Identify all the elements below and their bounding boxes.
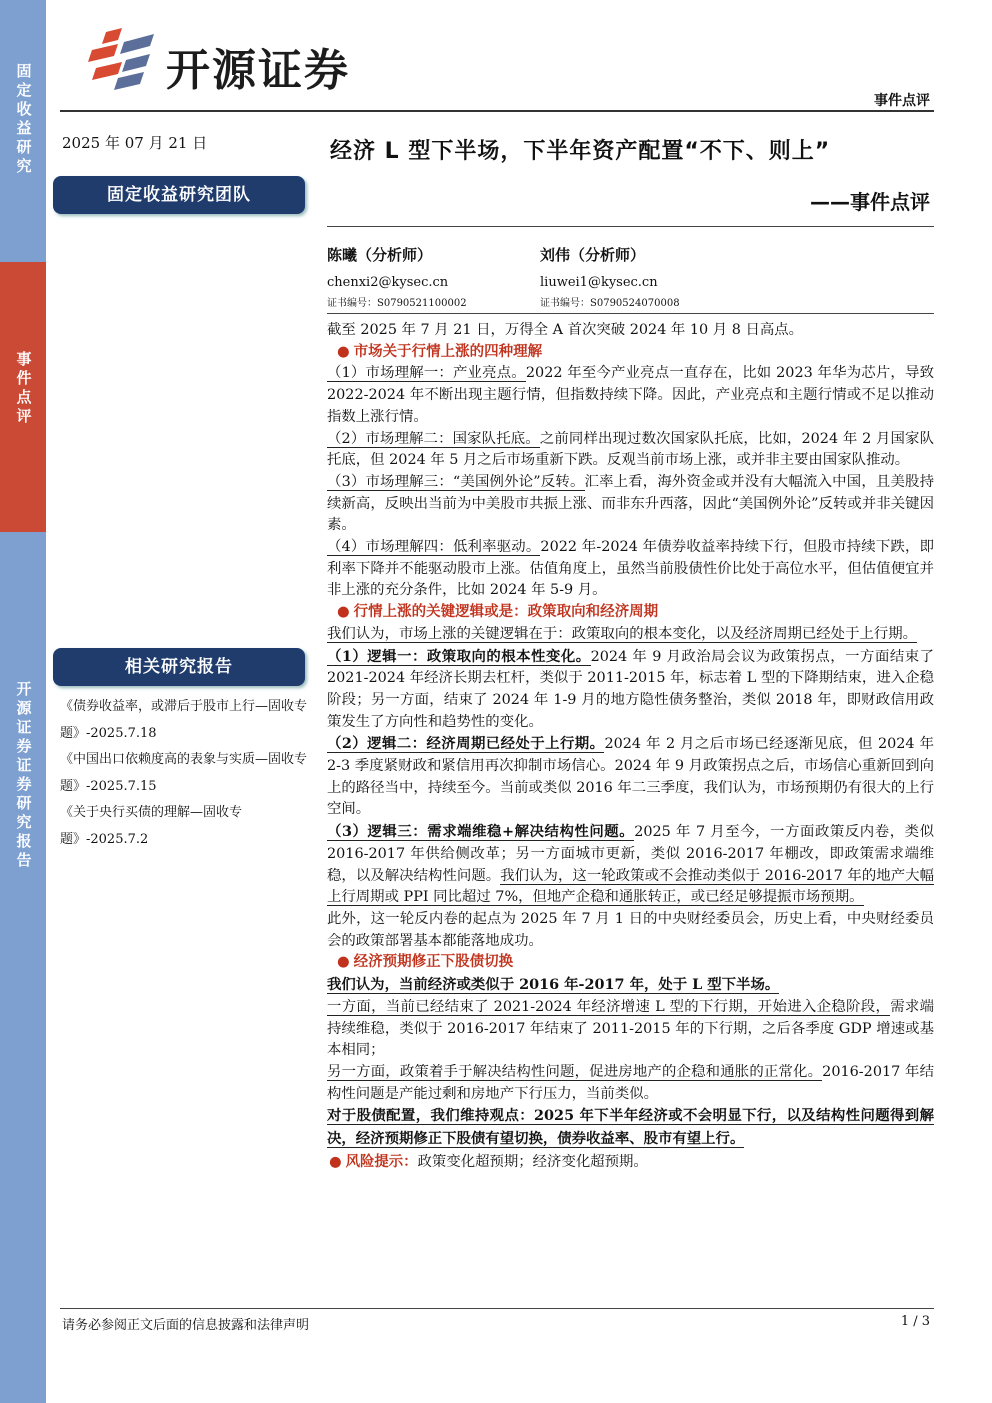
analyst-name: 刘伟（分析师）	[540, 246, 646, 264]
report-body	[327, 320, 934, 1173]
bullet-icon: ●	[337, 604, 350, 621]
brand-name: 开源证券	[166, 45, 350, 96]
title-divider	[327, 226, 934, 227]
team-box: 固定收益研究团队	[53, 176, 305, 214]
report-title: 经济 L 型下半场，下半年资产配置“不下、则上”	[330, 139, 831, 164]
body-paragraph: 一方面，当前已经结束了 2021-2024 年经济增速 L 型的下行期，开始进入企稳阶段，需求端持续维稳，类似于 2016-2017 年结束了 2011-2015 年的下行期，之后各季度 GDP 增速或基本相同；	[327, 998, 934, 1059]
related-report-item[interactable]: 《中国出口依赖度高的表象与实质—固收专题》-2025.7.15	[60, 752, 308, 794]
footer-disclaimer: 请务必参阅正文后面的信息披露和法律声明	[62, 1318, 310, 1333]
risk-paragraph: ● 风险提示：政策变化超预期；经济变化超预期。	[329, 1152, 648, 1170]
sidebar-middle-band	[0, 262, 46, 532]
intro-paragraph: 截至 2025 年 7 月 21 日，万得全 A 首次突破 2024 年 10 月 8 日高点。	[327, 322, 804, 338]
sidebar-top-label: 固定收益研究	[16, 62, 32, 175]
body-paragraph: 对于股债配置，我们维持观点：2025 年下半年经济或不会明显下行，以及结构性问题得到解决，经济预期修正下股债有望切换，债券收益率、股市有望上行。	[327, 1107, 934, 1148]
report-subtitle: ——事件点评	[810, 190, 930, 214]
body-paragraph: （3）逻辑三：需求端维稳+解决结构性问题。2025 年 7 月至今，一方面政策反内卷，类似 2016-2017 年供给侧改革；另一方面城市更新，类似 2016-2017 年棚改，即政策需求端维稳，以及解决结构性问题。我们认为，这一轮政策或不会推动类似于 2016-2017 年的地产大幅上行周期或 PPI 同比超过 7%，但地产企稳和通胀转正，或已经足够提振市场预期。	[327, 823, 934, 906]
analyst-divider	[327, 313, 934, 314]
bullet-icon: ●	[329, 1153, 342, 1170]
related-reports-list	[60, 694, 310, 853]
brand-logo-icon	[88, 28, 158, 94]
sidebar-bottom-label: 开源证券 证券研究报告	[16, 680, 32, 869]
body-paragraph: （4）市场理解四：低利率驱动。2022 年-2024 年债券收益率持续下行，但股市持续下跌，即利率下降并不能驱动股市上涨。估值角度上，虽然当前股债性价比处于高位水平，但估值便宜并非上涨的充分条件，比如 2024 年 5-9 月。	[327, 539, 934, 599]
body-paragraph: （1）市场理解一：产业亮点。2022 年至今产业亮点一直存在，比如 2023 年华为芯片，导致 2022-2024 年不断出现主题行情，但指数持续下降。因此，产业亮点和主题行情或不足以推动指数上涨行情。	[327, 365, 934, 425]
analyst-email[interactable]: chenxi2@kysec.cn	[327, 275, 449, 290]
related-reports-box: 相关研究报告	[53, 648, 305, 686]
footer-divider	[60, 1308, 934, 1309]
body-paragraph: 另一方面，政策着手于解决结构性问题，促进房地产的企稳和通胀的正常化。2016-2017 年结构性问题是产能过剩和房地产下行压力，当前类似。	[327, 1063, 934, 1102]
analyst-cert: 证书编号：S0790524070008	[540, 298, 680, 309]
header-divider	[60, 110, 934, 112]
related-report-item[interactable]: 《债券收益率，或滞后于股市上行—固收专题》-2025.7.18	[60, 699, 308, 741]
analyst-name: 陈曦（分析师）	[327, 246, 433, 264]
sidebar-bottom-band	[0, 532, 46, 1403]
page-number: 1 / 3	[900, 1314, 930, 1329]
body-paragraph: 我们认为，市场上涨的关键逻辑在于：政策取向的根本变化，以及经济周期已经处于上行期。	[327, 625, 918, 642]
body-paragraph: （2）逻辑二：经济周期已经处于上行期。2024 年 2 月之后市场已经逐渐见底，但 2024 年 2-3 季度紧财政和紧信用再次抑制市场信心。2024 年 9 月政策拐点之后，市场信心重新回到向上的路径当中，持续至今。当前或类似 2016 年二三季度，我们认为，市场预期仍有很大的上行空间。	[327, 735, 935, 818]
header-tag: 事件点评	[874, 93, 930, 109]
analyst-cert: 证书编号：S0790521100002	[327, 298, 467, 309]
related-report-item[interactable]: 《关于央行买债的理解—固收专题》-2025.7.2	[60, 805, 243, 847]
report-date: 2025 年 07 月 21 日	[62, 134, 208, 152]
bullet-icon: ●	[337, 954, 350, 971]
body-paragraph: （2）市场理解二：国家队托底。之前同样出现过数次国家队托底，比如，2024 年 2 月国家队托底，但 2024 年 5 月之后市场重新下跌。反观当前市场上涨，或并非主要由国家队推动。	[327, 430, 934, 469]
body-paragraph: 此外，这一轮反内卷的起点为 2025 年 7 月 1 日的中央财经委员会，历史上看，中央财经委员会的政策部署基本都能落地成功。	[327, 910, 934, 949]
section-heading: ● 行情上涨的关键逻辑或是：政策取向和经济周期	[337, 604, 659, 621]
analyst-email[interactable]: liuwei1@kysec.cn	[540, 275, 658, 290]
bullet-icon: ●	[337, 343, 350, 360]
sidebar-middle-label: 事件点评	[16, 350, 32, 425]
analyst-card	[540, 244, 680, 309]
sidebar-top-band	[0, 0, 46, 262]
section-heading: ● 经济预期修正下股债切换	[337, 954, 514, 971]
body-paragraph: （3）市场理解三：“美国例外论”反转。汇率上看，海外资金或并没有大幅流入中国，且美股持续新高，反映出当前为中美股市共振上涨、而非东升西落，因此“美国例外论”反转或并非关键因素。	[327, 473, 934, 534]
section-heading: ● 市场关于行情上涨的四种理解	[337, 343, 543, 360]
body-paragraph: 我们认为，当前经济或类似于 2016 年-2017 年，处于 L 型下半场。	[327, 976, 780, 994]
body-paragraph: （1）逻辑一：政策取向的根本性变化。2024 年 9 月政治局会议为政策拐点，一方面结束了 2021-2024 年经济长期去杠杆，类似于 2011-2015 年，标志着 L 型的下降期结束，进入企稳阶段；另一方面，结束了 2024 年 1-9 月的地方隐性债务整治，类似 2018 年，即财政信用政策发生了方向性和趋势性的变化。	[327, 647, 934, 730]
analyst-card	[327, 244, 467, 309]
